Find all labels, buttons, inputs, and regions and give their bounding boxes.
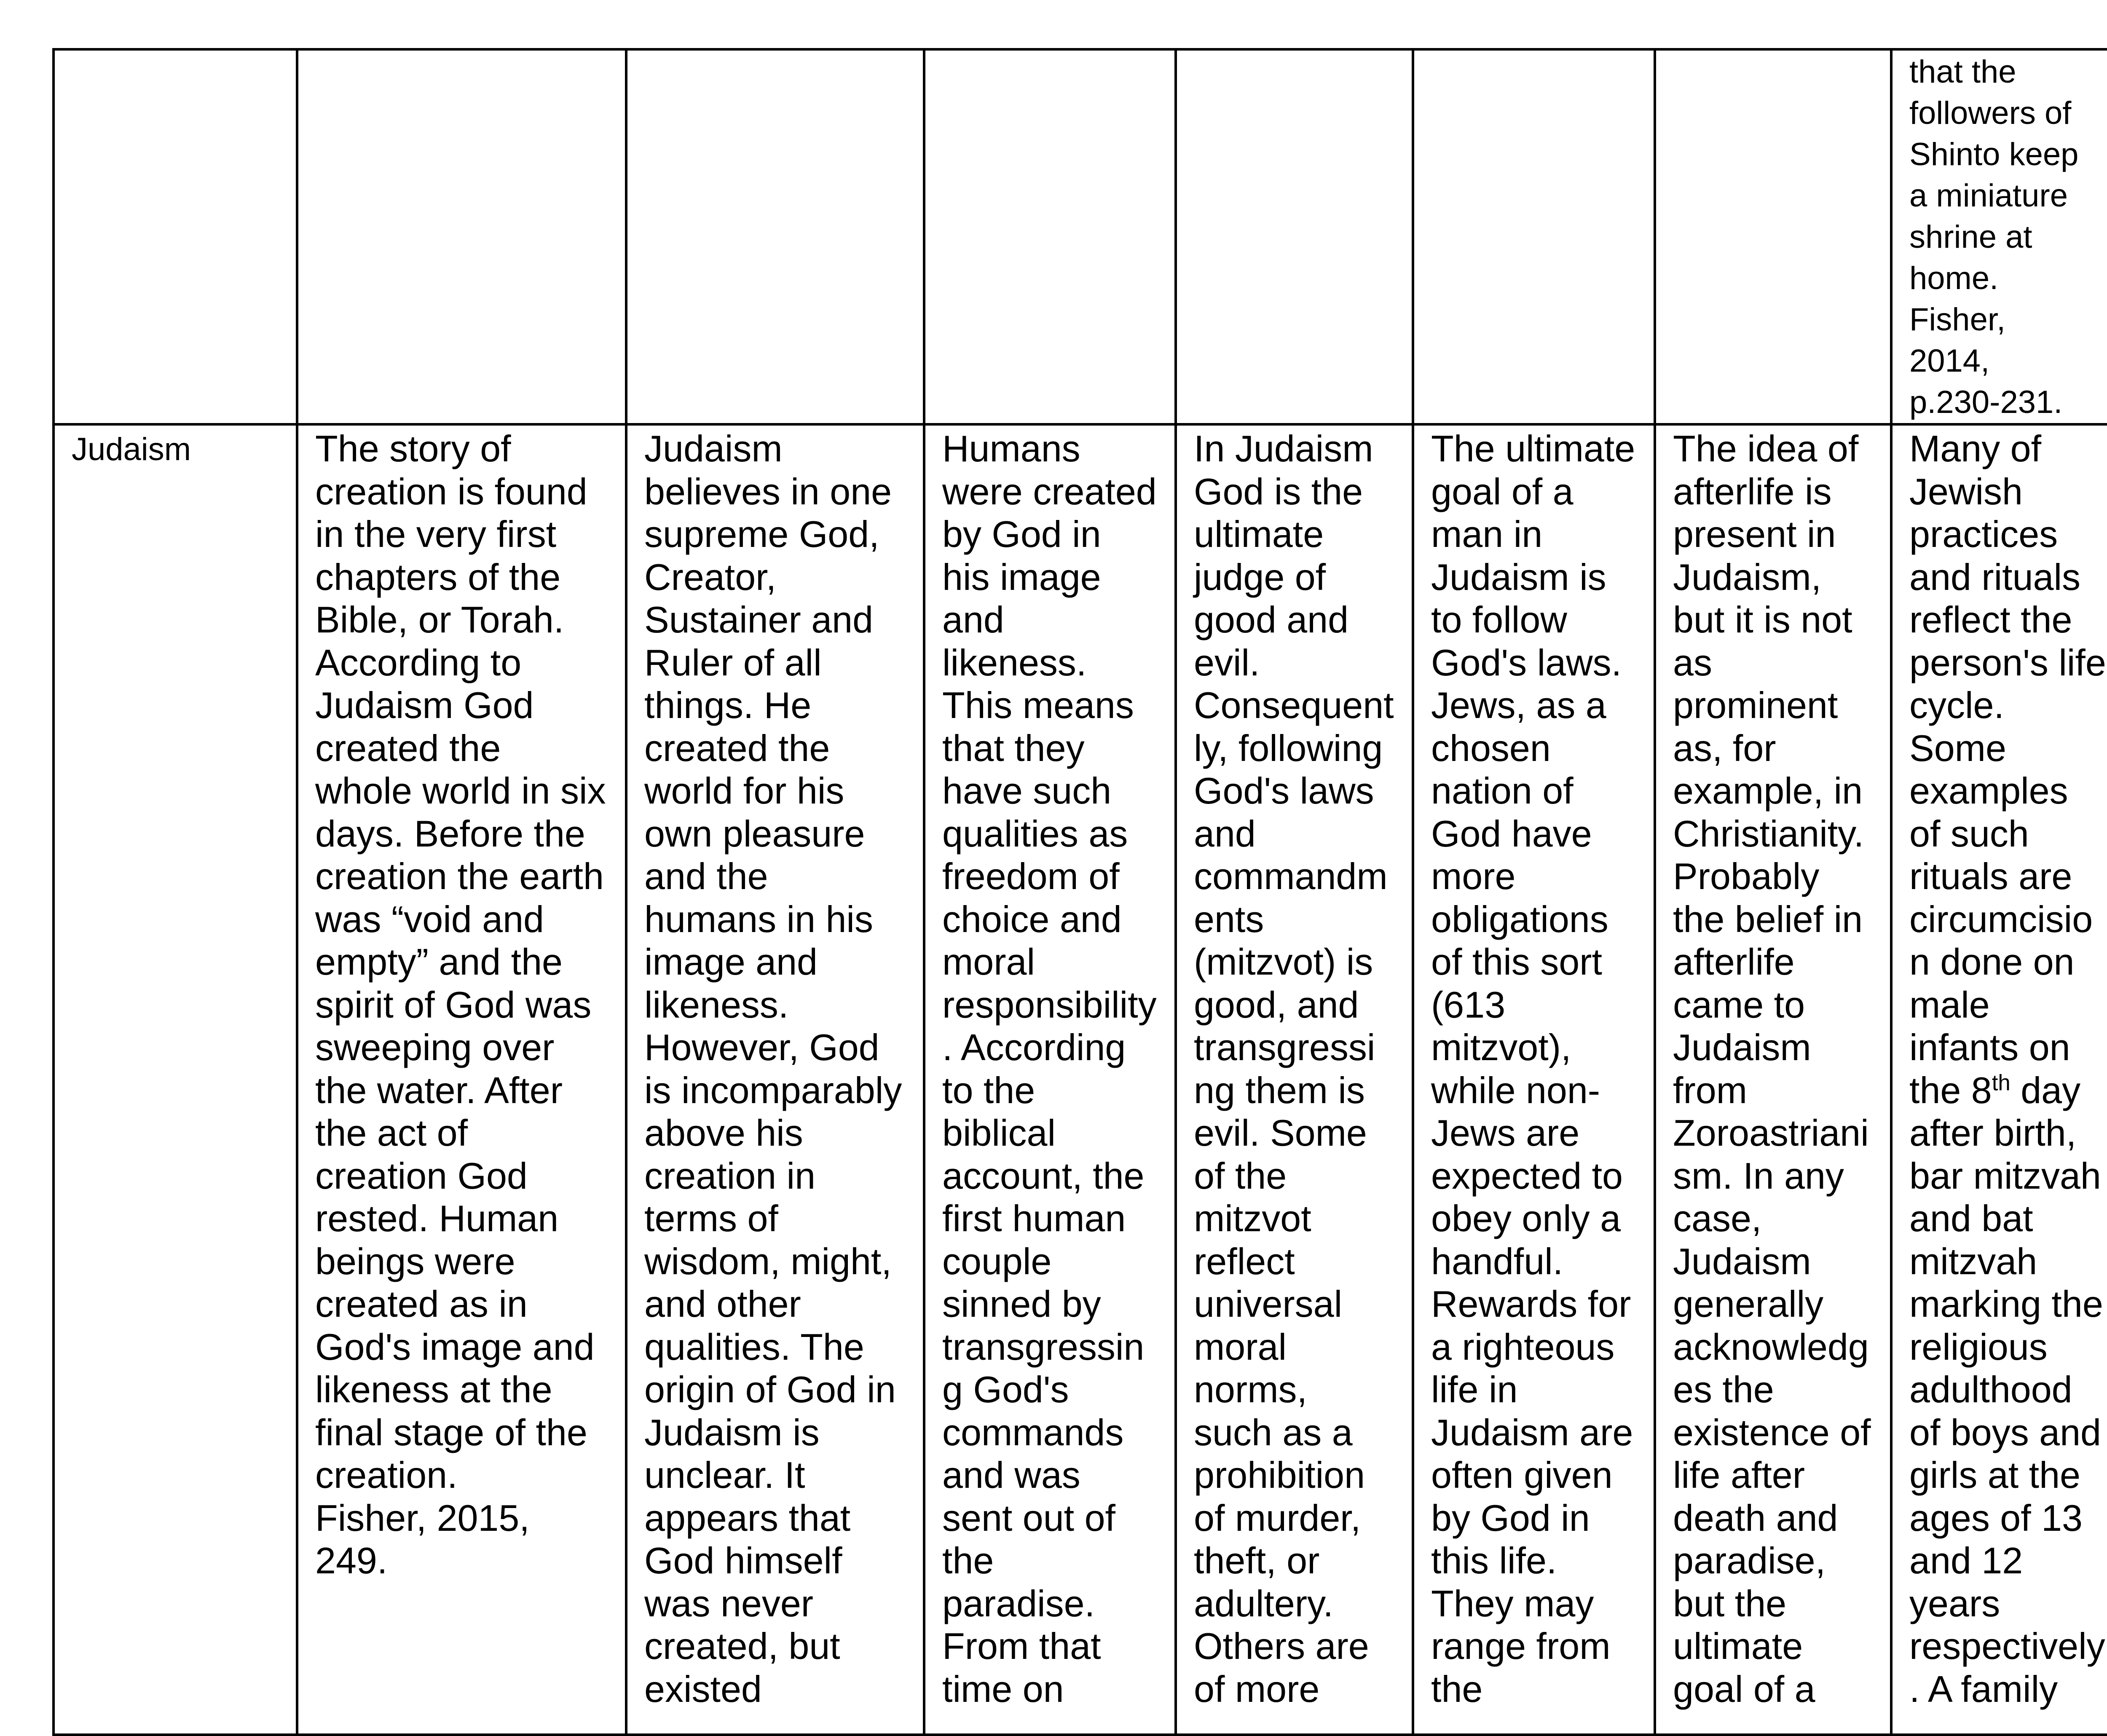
creation-cell: The story of creation is found in the very first chapters of the Bible, or Torah. According to Judaism God created the whole world in six days. Before the creation the earth was “void and empty” and the spirit of God was sweeping over the water. After the act of creation God rested. Human beings were created as in God's image and likeness at the final stage of the creation. Fisher, 2015, 249. bbox=[297, 424, 626, 1735]
ordinal-suffix: th bbox=[1992, 1070, 2010, 1096]
table-row-judaism bbox=[54, 424, 2107, 1735]
god-cell: Judaism believes in one supreme God, Creator, Sustainer and Ruler of all things. He created the world for his own pleasure and the humans in his image and likeness. However, God is incomparably above his creation in terms of wisdom, might, and other qualities. The origin of God in Judaism is unclear. It appears that God himself was never created, but existed bbox=[626, 424, 924, 1735]
table-cell bbox=[1655, 49, 1891, 424]
table-row bbox=[54, 49, 2107, 424]
religion-name-cell: Judaism bbox=[54, 424, 297, 1735]
goal-cell: The ultimate goal of a man in Judaism is to follow God's laws. Jews, as a chosen nation of God have more obligations of this sort (613 mitzvot), while non- Jews are expected to obey only a handful. Rewards for a righteous life in Judaism are often given by God in this life. They may range from the bbox=[1413, 424, 1655, 1735]
practices-text-start: Many of Jewish practices and rituals reflect the person's life cycle. Some examples of such rituals are circumcisio n done on male infants on the 8 bbox=[1909, 428, 2106, 1111]
practices-cell bbox=[1891, 424, 2107, 1735]
table-cell bbox=[1413, 49, 1655, 424]
table-cell bbox=[297, 49, 626, 424]
afterlife-cell: The idea of afterlife is present in Judaism, but it is not as prominent as, for example, in Christianity. Probably the belief in afterlife came to Judaism from Zoroastriani sm. In any case, Judaism generally acknowledg es the existence of life after death and paradise, but the ultimate goal of a bbox=[1655, 424, 1891, 1735]
table-cell bbox=[1176, 49, 1413, 424]
shinto-practices-cell: that the followers of Shinto keep a miniature shrine at home. Fisher, 2014, p.230-231. bbox=[1891, 49, 2107, 424]
humans-cell: Humans were created by God in his image and likeness. This means that they have such qualities as freedom of choice and moral responsibility . According to the biblical account, the first human couple sinned by transgressin g God's commands and was sent out of the paradise. From that time on bbox=[924, 424, 1176, 1735]
comparison-table bbox=[52, 48, 2107, 1736]
practices-text-end: day after birth, bar mitzvah and bat mitzvah marking the religious adulthood of boys and girls at the ages of 13 and 12 years respectively . A family bbox=[1909, 1069, 2105, 1710]
table-cell bbox=[924, 49, 1176, 424]
table-cell bbox=[54, 49, 297, 424]
good-evil-cell: In Judaism God is the ultimate judge of good and evil. Consequent ly, following God's laws and commandm ents (mitzvot) is good, and transgressi ng them is evil. Some of the mitzvot reflect universal moral norms, such as a prohibition of murder, theft, or adultery. Others are of more bbox=[1176, 424, 1413, 1735]
table-cell bbox=[626, 49, 924, 424]
